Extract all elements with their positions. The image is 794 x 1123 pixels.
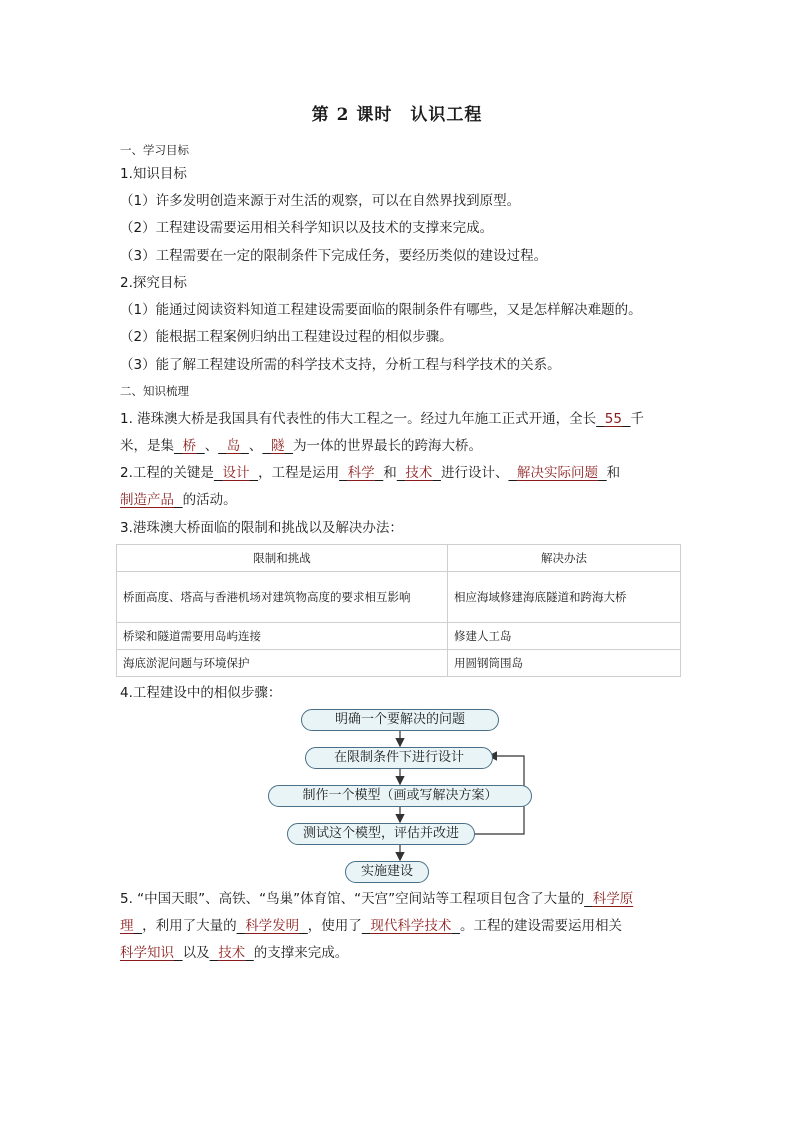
section-heading-goals: 一、学习目标	[120, 143, 189, 157]
q1-answer-length: 55	[604, 411, 622, 427]
q2-answer-science: 科学	[347, 465, 375, 481]
q5-answer-knowledge: 科学知识	[120, 945, 174, 961]
question-4: 4.工程建设中的相似步骤：	[120, 685, 282, 701]
q5-text: ，使用了	[307, 918, 362, 934]
q5-answer-inventions: 科学发明	[245, 918, 300, 934]
q5-text: 以及	[182, 945, 210, 961]
knowledge-goal-heading: 1.知识目标	[120, 166, 187, 182]
table-cell: 桥梁和隧道需要用岛屿连接	[117, 623, 448, 650]
q1-text: 、	[204, 438, 219, 454]
question-1-line-2	[120, 436, 680, 456]
q2-text: 进行设计、	[440, 465, 509, 481]
table-header: 解决办法	[448, 545, 681, 572]
q5-text: 5. “中国天眼”、高铁、“鸟巢”体育馆、“天宫”空间站等工程项目包含了大量的	[120, 891, 585, 907]
q2-text: ，工程是运用	[258, 465, 340, 481]
flowchart	[260, 704, 540, 884]
q2-text: 和	[606, 465, 621, 481]
q1-text: 1. 港珠澳大桥是我国具有代表性的伟大工程之一。经过九年施工正式开通，全长	[120, 411, 597, 427]
inquiry-goal-item: （2）能根据工程案例归纳出工程建设过程的相似步骤。	[120, 329, 453, 345]
table-cell: 相应海域修建海底隧道和跨海大桥	[448, 572, 681, 623]
q5-answer-principles: 科学原	[592, 891, 634, 907]
q5-text: 的支撑来完成。	[253, 945, 349, 961]
question-2-line-1	[120, 463, 680, 483]
flow-step-implement: 实施建设	[345, 861, 429, 883]
q5-answer-modern-tech: 现代科学技术	[370, 918, 452, 934]
q5-text: 。工程的建设需要运用相关	[459, 918, 622, 934]
question-1-line-1	[120, 409, 680, 429]
page-title: 第 2 课时 认识工程	[311, 105, 483, 125]
question-2-line-2	[120, 490, 680, 510]
question-5-line-2	[120, 916, 680, 936]
q5-text: ，利用了大量的	[142, 918, 237, 934]
q2-text: 的活动。	[182, 492, 237, 508]
table-header-row	[117, 545, 681, 572]
inquiry-goal-item: （3）能了解工程建设所需的科学技术支持，分析工程与科学技术的关系。	[120, 357, 561, 373]
knowledge-goal-item: （3）工程需要在一定的限制条件下完成任务，要经历类似的建设过程。	[120, 248, 548, 264]
q1-answer-bridge: 桥	[182, 438, 197, 454]
table-cell: 桥面高度、塔高与香港机场对建筑物高度的要求相互影响	[117, 572, 448, 623]
question-3: 3.港珠澳大桥面临的限制和挑战以及解决办法：	[120, 520, 403, 536]
table-header: 限制和挑战	[117, 545, 448, 572]
q1-answer-island: 岛	[226, 438, 241, 454]
q2-answer-manufacture: 制造产品	[120, 492, 174, 508]
knowledge-goal-item: （1）许多发明创造来源于对生活的观察，可以在自然界找到原型。	[120, 193, 521, 209]
table-cell: 海底淤泥问题与环境保护	[117, 650, 448, 677]
table-row	[117, 572, 681, 623]
q2-answer-technology: 技术	[405, 465, 433, 481]
q1-text: 千	[630, 411, 645, 427]
table-cell: 用圆钢筒围岛	[448, 650, 681, 677]
flow-step-build-model: 制作一个模型（画或写解决方案）	[268, 785, 532, 807]
q1-answer-tunnel: 隧	[270, 438, 285, 454]
q1-text: 米，是集	[120, 438, 174, 454]
q2-text: 2.工程的关键是	[120, 465, 214, 481]
flow-step-design: 在限制条件下进行设计	[305, 747, 493, 769]
question-5-line-3	[120, 943, 680, 963]
q2-answer-design: 设计	[222, 465, 250, 481]
q2-answer-solve-problems: 解决实际问题	[517, 465, 599, 481]
inquiry-goal-item: （1）能通过阅读资料知道工程建设需要面临的限制条件有哪些，又是怎样解决难题的。	[120, 302, 642, 318]
question-5-line-1	[120, 889, 680, 909]
q1-text: 为一体的世界最长的跨海大桥。	[293, 438, 483, 454]
q5-answer-principles-cont: 理	[120, 918, 134, 934]
flow-step-define-problem: 明确一个要解决的问题	[301, 709, 499, 731]
table-row	[117, 623, 681, 650]
section-heading-knowledge: 二、知识梳理	[120, 384, 189, 398]
flow-step-test-improve: 测试这个模型，评估并改进	[287, 823, 475, 845]
table-row	[117, 650, 681, 677]
q2-text: 和	[383, 465, 397, 481]
q1-text: 、	[248, 438, 263, 454]
table-cell: 修建人工岛	[448, 623, 681, 650]
inquiry-goal-heading: 2.探究目标	[120, 275, 187, 291]
knowledge-goal-item: （2）工程建设需要运用相关科学知识以及技术的支撑来完成。	[120, 220, 494, 236]
q5-answer-technology: 技术	[218, 945, 246, 961]
challenge-table	[116, 544, 681, 677]
